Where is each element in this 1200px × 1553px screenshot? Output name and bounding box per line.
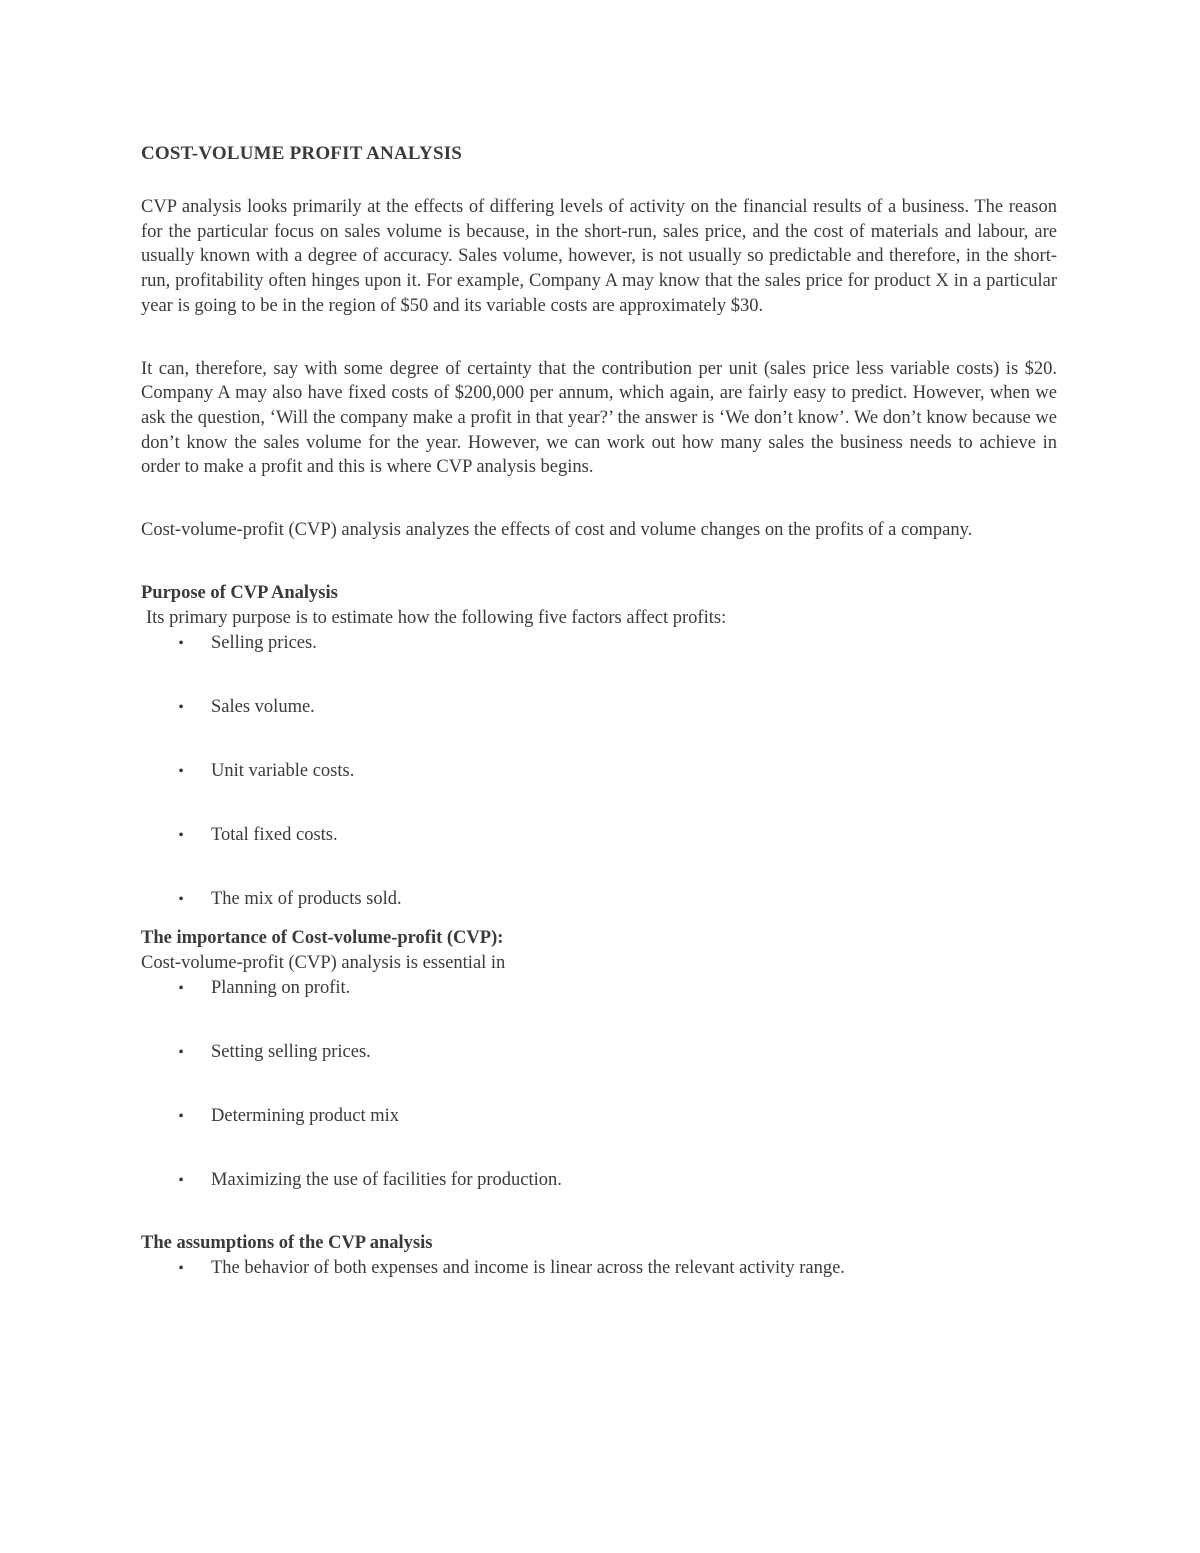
document-body — [141, 140, 1057, 1281]
list-item — [141, 631, 1057, 656]
purpose-list — [141, 631, 1057, 912]
bullet-icon: • — [178, 1259, 184, 1277]
assumptions-list — [141, 1256, 1057, 1281]
list-item — [141, 1104, 1057, 1129]
list-item-text: Unit variable costs. — [211, 760, 355, 781]
section-heading-assumptions: The assumptions of the CVP analysis — [141, 1232, 433, 1253]
bullet-icon: • — [178, 890, 184, 908]
bullet-icon: • — [178, 1043, 184, 1061]
paragraph-contribution: It can, therefore, say with some degree of certainty that the contribution per unit (sales price less variable costs) is $20. Company A may also have fixed costs of $200,000 per annum, which again, are fairly easy to predict. However, when we ask the question, ‘Will the company make a profit in that year?’ the answer is ‘We don’t know’. We don’t know because we don’t know the sales volume for the year. However, we can work out how many sales the business needs to achieve in order to make a profit and this is where CVP analysis begins. — [141, 358, 1057, 478]
list-item — [141, 759, 1057, 784]
list-item — [141, 823, 1057, 848]
list-item-text: Maximizing the use of facilities for production. — [211, 1169, 562, 1190]
document-title: COST-VOLUME PROFIT ANALYSIS — [141, 143, 463, 164]
list-item-text: Sales volume. — [211, 696, 315, 717]
bullet-icon: • — [178, 1107, 184, 1125]
list-item-text: Setting selling prices. — [211, 1041, 371, 1062]
importance-intro: Cost-volume-profit (CVP) analysis is essential in — [141, 952, 506, 973]
list-item — [141, 1040, 1057, 1065]
list-item-text: The behavior of both expenses and income is linear across the relevant activity range. — [211, 1257, 845, 1278]
paragraph-intro: CVP analysis looks primarily at the effects of differing levels of activity on the financial results of a business. The reason for the particular focus on sales volume is because, in the short-run, sales price, and the cost of materials and labour, are usually known with a degree of accuracy. Sales volume, however, is not usually so predictable and therefore, in the short-run, profitability often hinges upon it. For example, Company A may know that the sales price for product X in a particular year is going to be in the region of $50 and its variable costs are approximately $30. — [141, 197, 1057, 316]
list-item — [141, 1168, 1057, 1193]
bullet-icon: • — [178, 634, 184, 652]
list-item-text: Selling prices. — [211, 632, 317, 653]
purpose-intro: Its primary purpose is to estimate how the following five factors affect profits: — [146, 607, 727, 628]
bullet-icon: • — [178, 698, 184, 716]
bullet-icon: • — [178, 762, 184, 780]
list-item — [141, 1256, 1057, 1281]
list-item-text: The mix of products sold. — [211, 888, 402, 909]
bullet-icon: • — [178, 1171, 184, 1189]
list-item — [141, 976, 1057, 1001]
list-item — [141, 887, 1057, 912]
list-item-text: Planning on profit. — [211, 977, 351, 998]
section-heading-purpose: Purpose of CVP Analysis — [141, 582, 338, 603]
importance-list — [141, 976, 1057, 1193]
list-item-text: Determining product mix — [211, 1105, 400, 1126]
bullet-icon: • — [178, 826, 184, 844]
section-heading-importance: The importance of Cost-volume-profit (CVP): — [141, 927, 504, 948]
paragraph-definition: Cost-volume-profit (CVP) analysis analyzes the effects of cost and volume changes on the profits of a company. — [141, 520, 973, 541]
list-item — [141, 695, 1057, 720]
bullet-icon: • — [178, 979, 184, 997]
list-item-text: Total fixed costs. — [211, 824, 338, 845]
